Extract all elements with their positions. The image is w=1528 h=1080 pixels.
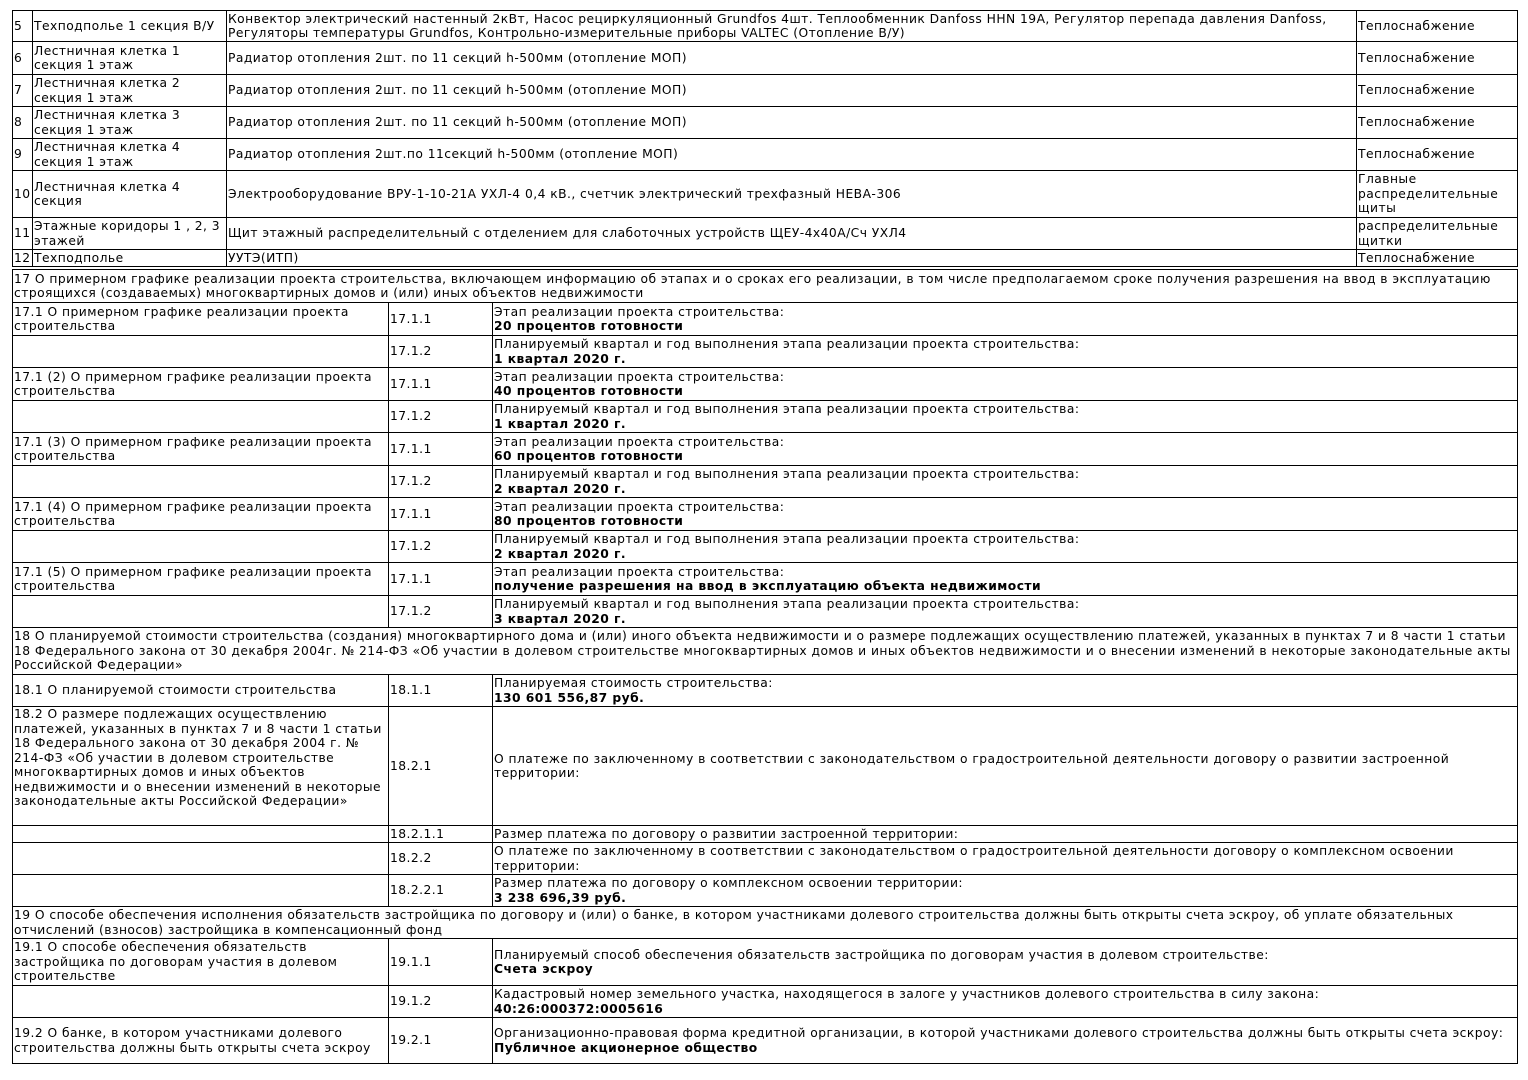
dev-text: О платеже по заключенному в соответствии с законодательством о градостроительной деятельности договору о развитии застроенной территории: — [493, 707, 1518, 826]
row-place: Лестничная клетка 3 секция 1 этаж — [33, 107, 227, 139]
section-17-header: 17 О примерном графике реализации проекта строительства, включающем информацию об этапах и о сроках его реализации, в том числе предполагаемом сроке получения разрешения на ввод в эксплуатацию строящихся (создаваемых) многоквартирных домов и (или) иных объектов недвижимости — [13, 270, 1518, 303]
row-number: 5 — [13, 11, 33, 42]
stage-label: Этап реализации проекта строительства: — [494, 369, 785, 384]
stage-label: Этап реализации проекта строительства: — [494, 304, 785, 319]
empty-cell — [13, 336, 389, 368]
stage-row — [13, 303, 1518, 336]
cost-cell — [493, 675, 1518, 707]
row-place: Этажные коридоры 1 , 2, 3 этажей — [33, 218, 227, 250]
stage-date-row — [13, 336, 1518, 368]
date-label: Планируемый квартал и год выполнения этапа реализации проекта строительства: — [494, 402, 1080, 416]
stage-value: 40 процентов готовности — [494, 384, 684, 398]
row-place: Техподполье — [33, 250, 227, 267]
cost-title: 18.1 О планируемой стоимости строительства — [13, 675, 389, 707]
empty-cell — [13, 843, 389, 875]
date-code: 17.1.2 — [389, 531, 493, 563]
date-cell — [493, 596, 1518, 628]
row-purpose: Теплоснабжение — [1357, 250, 1518, 267]
row-equipment: Конвектор электрический настенный 2кВт, Насос рециркуляционный Grundfos 4шт. Теплообменник Danfoss HHN 19A, Регулятор перепада давления Danfoss, Регуляторы температуры Grundfos, Контрольно-измерительные приборы VALTEC (Отопление В/У) — [227, 11, 1357, 42]
row-equipment: Радиатор отопления 2шт.по 11секций h-500мм (отопление МОП) — [227, 139, 1357, 171]
equipment-row — [13, 75, 1518, 107]
complex-size-code: 18.2.2.1 — [389, 875, 493, 907]
row-number: 12 — [14, 250, 31, 265]
row-place: Лестничная клетка 4 секция 1 этаж — [33, 139, 227, 171]
row-place: Техподполье 1 секция В/У — [33, 11, 227, 42]
row-purpose: Главные распределительные щиты — [1357, 171, 1518, 218]
method-title: 19.1 О способе обеспечения обязательств застройщика по договорам участия в долевом строительстве — [13, 939, 389, 986]
stage-row — [13, 563, 1518, 596]
date-value: 1 квартал 2020 г. — [494, 416, 627, 431]
equipment-row — [13, 42, 1518, 75]
cadastral-value: 40:26:000372:0005616 — [494, 1001, 664, 1016]
stage-row — [13, 498, 1518, 531]
row-place: Лестничная клетка 1 секция 1 этаж — [33, 42, 227, 75]
empty-cell — [13, 596, 389, 628]
method-value: Счета эскроу — [494, 962, 594, 976]
equipment-row — [13, 139, 1518, 171]
stage-row — [13, 368, 1518, 401]
row-equipment: Радиатор отопления 2шт. по 11 секций h-500мм (отопление МОП) — [227, 75, 1357, 107]
stage-date-row — [13, 596, 1518, 628]
empty-cell — [13, 531, 389, 563]
row-number: 11 — [13, 218, 33, 250]
payments-title: 18.2 О размере подлежащих осуществлению платежей, указанных в пунктах 7 и 8 части 1 статьи 18 Федерального закона от 30 декабря 2004 г. № 214-ФЗ «Об участии в долевом строительстве многоквартирных домов и иных объектов недвижимости и о внесении изменений в некоторые законодательные акты Российской Федерации» — [13, 707, 389, 826]
bank-title: 19.2 О банке, в котором участниками долевого строительства должны быть открыты счета эскроу — [13, 1018, 389, 1064]
date-value: 3 квартал 2020 г. — [494, 611, 627, 626]
empty-cell — [13, 986, 389, 1018]
cost-value: 130 601 556,87 руб. — [494, 690, 645, 705]
stage-row — [13, 433, 1518, 466]
date-cell — [493, 531, 1518, 563]
complex-code: 18.2.2 — [389, 843, 493, 875]
row-purpose: Теплоснабжение — [1357, 107, 1518, 139]
row-purpose: Теплоснабжение — [1357, 42, 1518, 75]
stage-title: 17.1 (5) О примерном графике реализации проекта строительства — [13, 563, 389, 596]
complex-size-label: Размер платежа по договору о комплексном освоении территории: — [494, 876, 963, 890]
row-equipment: Электрооборудование ВРУ-1-10-21А УХЛ-4 0,4 кВ., счетчик электрический трехфазный НЕВА-306 — [227, 171, 1357, 218]
stage-label: Этап реализации проекта строительства: — [494, 499, 785, 514]
stage-code: 17.1.1 — [389, 563, 493, 596]
row-place: Лестничная клетка 4 секция — [33, 171, 227, 218]
date-cell — [493, 466, 1518, 498]
complex-size-cell — [493, 875, 1518, 907]
section-19-header: 19 О способе обеспечения исполнения обязательств застройщика по договору и (или) о банке, в котором участниками долевого строительства должны быть открыты счета эскроу, об уплате обязательных отчислений (взносов) застройщика в компенсационный фонд — [13, 907, 1518, 939]
date-value: 2 квартал 2020 г. — [494, 481, 627, 496]
dev-size-text: Размер платежа по договору о развитии застроенной территории: — [493, 826, 1518, 843]
complex-text: О платеже по заключенному в соответствии с законодательством о градостроительной деятельности договору о комплексном освоении территории: — [493, 843, 1518, 875]
date-code: 17.1.2 — [389, 466, 493, 498]
row-purpose: Теплоснабжение — [1357, 139, 1518, 171]
stage-value: 60 процентов готовности — [494, 449, 684, 463]
cost-code: 18.1.1 — [389, 675, 493, 707]
row-purpose: Теплоснабжение — [1357, 75, 1518, 107]
stage-date-row — [13, 531, 1518, 563]
stage-label: Этап реализации проекта строительства: — [494, 564, 785, 579]
dev-size-code: 18.2.1.1 — [389, 826, 493, 843]
date-value: 2 квартал 2020 г. — [494, 546, 627, 561]
stage-cell — [493, 498, 1518, 531]
row-purpose: Теплоснабжение — [1357, 11, 1518, 42]
row-number: 7 — [13, 75, 33, 107]
stage-code: 17.1.1 — [389, 368, 493, 401]
stage-cell — [493, 563, 1518, 596]
bank-label: Организационно-правовая форма кредитной организации, в которой участниками долевого строительства должны быть открыты счета эскроу: — [494, 1026, 1504, 1040]
method-label: Планируемый способ обеспечения обязательств застройщика по договорам участия в долевом строительстве: — [494, 947, 1269, 962]
stage-cell — [493, 303, 1518, 336]
stage-cell — [493, 368, 1518, 401]
row-equipment: Щит этажный распределительный с отделением для слаботочных устройств ЩЕУ-4х40А/Сч УХЛ4 — [227, 218, 1357, 250]
stage-value: получение разрешения на ввод в эксплуатацию объекта недвижимости — [494, 579, 1042, 593]
stage-title: 17.1 (2) О примерном графике реализации проекта строительства — [13, 368, 389, 401]
cadastral-label: Кадастровый номер земельного участка, находящегося в залоге у участников долевого строительства в силу закона: — [494, 987, 1320, 1001]
stage-date-row — [13, 466, 1518, 498]
equipment-row — [13, 171, 1518, 218]
row-number: 9 — [13, 139, 33, 171]
cadastral-cell — [493, 986, 1518, 1018]
row-equipment: Радиатор отопления 2шт. по 11 секций h-500мм (отопление МОП) — [227, 107, 1357, 139]
empty-cell — [13, 875, 389, 907]
equipment-row — [13, 250, 1518, 267]
stage-title: 17.1 (4) О примерном графике реализации проекта строительства — [13, 498, 389, 531]
stage-cell — [493, 433, 1518, 466]
row-equipment: Радиатор отопления 2шт. по 11 секций h-500мм (отопление МОП) — [227, 42, 1357, 75]
row-number: 6 — [13, 42, 33, 75]
date-value: 1 квартал 2020 г. — [494, 351, 627, 366]
date-code: 17.1.2 — [389, 401, 493, 433]
date-cell — [493, 336, 1518, 368]
empty-cell — [13, 401, 389, 433]
date-code: 17.1.2 — [389, 336, 493, 368]
equipment-row — [13, 107, 1518, 139]
date-cell — [493, 401, 1518, 433]
bank-code: 19.2.1 — [389, 1018, 493, 1064]
equipment-row — [13, 11, 1518, 42]
method-cell — [493, 939, 1518, 986]
section-18-header: 18 О планируемой стоимости строительства (создания) многоквартирного дома и (или) иного объекта недвижимости и о размере подлежащих осуществлению платежей, указанных в пунктах 7 и 8 части 1 статьи 18 Федерального закона от 30 декабря 2004г. № 214-ФЗ «Об участии в долевом строительстве многоквартирных домов и иных объектов недвижимости и о внесении изменений в некоторые законодательные акты Российской Федерации» — [13, 628, 1518, 675]
row-purpose: распределительные щитки — [1357, 218, 1518, 250]
date-label: Планируемый квартал и год выполнения этапа реализации проекта строительства: — [494, 532, 1080, 546]
row-number: 10 — [13, 171, 33, 218]
empty-cell — [13, 826, 389, 843]
stage-code: 17.1.1 — [389, 303, 493, 336]
row-equipment: УУТЭ(ИТП) — [227, 250, 1357, 267]
stage-title: 17.1 (3) О примерном графике реализации проекта строительства — [13, 433, 389, 466]
bank-value: Публичное акционерное общество — [494, 1040, 758, 1055]
date-label: Планируемый квартал и год выполнения этапа реализации проекта строительства: — [494, 597, 1080, 611]
method-code: 19.1.1 — [389, 939, 493, 986]
stage-value: 80 процентов готовности — [494, 514, 684, 528]
dev-code: 18.2.1 — [389, 707, 493, 826]
stage-title: 17.1 О примерном графике реализации проекта строительства — [13, 303, 389, 336]
stage-value: 20 процентов готовности — [494, 319, 684, 333]
equipment-table — [12, 10, 1518, 267]
equipment-row — [13, 218, 1518, 250]
cadastral-code: 19.1.2 — [389, 986, 493, 1018]
stage-date-row — [13, 401, 1518, 433]
stage-code: 17.1.1 — [389, 498, 493, 531]
bank-cell — [493, 1018, 1518, 1064]
row-place: Лестничная клетка 2 секция 1 этаж — [33, 75, 227, 107]
row-number: 8 — [13, 107, 33, 139]
stage-code: 17.1.1 — [389, 433, 493, 466]
stage-label: Этап реализации проекта строительства: — [494, 434, 785, 449]
complex-size-value: 3 238 696,39 руб. — [494, 890, 627, 905]
date-label: Планируемый квартал и год выполнения этапа реализации проекта строительства: — [494, 337, 1080, 351]
empty-cell — [13, 466, 389, 498]
date-label: Планируемый квартал и год выполнения этапа реализации проекта строительства: — [494, 467, 1080, 481]
cost-label: Планируемая стоимость строительства: — [494, 676, 773, 690]
project-info-table — [12, 269, 1518, 1064]
date-code: 17.1.2 — [389, 596, 493, 628]
